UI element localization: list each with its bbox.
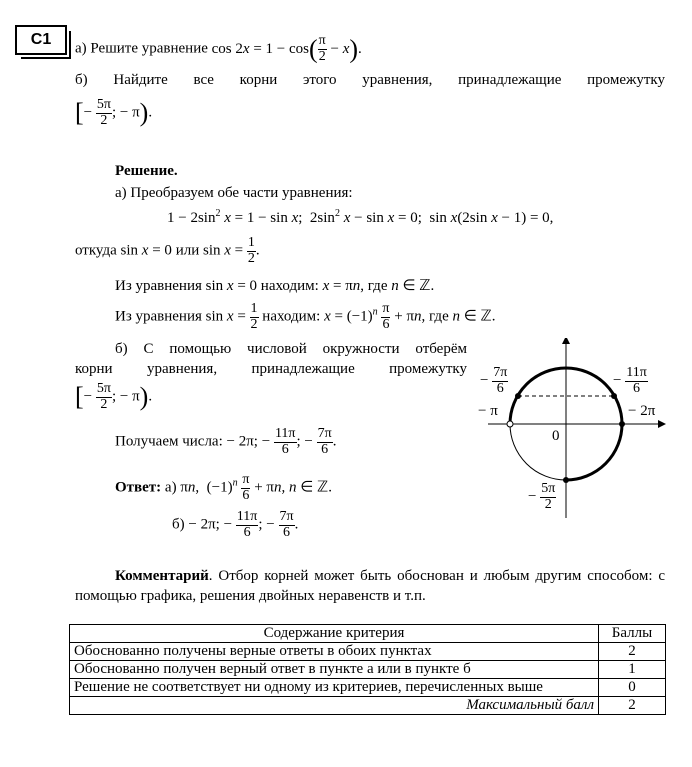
numbers-line: Получаем числа: − 2π; − $\frac{11\pi}{6}$ ; − $\frac{7\pi}{6}$ . xyxy=(115,426,337,457)
label-minus-pi: − π xyxy=(478,403,498,419)
whence-line: откуда sin x = 0 или sin x = $\frac{1}{2}$ . xyxy=(75,235,260,266)
answer-a: Ответ: а) πn, $(-1)^n$ $\frac{\pi}{6}$ + πn, n ∈ ℤ. xyxy=(115,472,332,503)
max-label: Максимальный балл xyxy=(70,697,599,715)
point-2pi xyxy=(619,421,625,427)
criterion-points: 1 xyxy=(599,661,666,679)
table-row xyxy=(70,661,666,679)
point-pi-open xyxy=(507,421,513,427)
label-zero: 0 xyxy=(552,428,560,444)
criterion-points: 2 xyxy=(599,643,666,661)
task-a: а) Решите уравнение cos 2x = 1 − cos( $\frac{\pi}{2}$ − x). xyxy=(75,33,362,64)
solution-a-intro: а) Преобразуем обе части уравнения: xyxy=(115,185,353,201)
table-row xyxy=(70,679,666,697)
task-number-badge: С1 xyxy=(15,25,67,55)
label-5pi2: − $\frac{5\pi}{2}$ xyxy=(528,481,556,512)
table-header-row xyxy=(70,625,666,643)
equation-transform: $1 - 2\sin^2$ x = 1 − sin x; $2\sin^2$ x − sin x = 0; sin x(2sin x − 1) = 0, xyxy=(167,208,554,226)
criterion-text: Обоснованно получен верный ответ в пункте а или в пункте б xyxy=(70,661,599,679)
table-max-row xyxy=(70,697,666,715)
solution-b-intro-2: корни уравнения, принадлежащие промежутку xyxy=(75,361,467,377)
criterion-text: Решение не соответствует ни одному из критериев, перечисленных выше xyxy=(70,679,599,697)
solution-heading: Решение. xyxy=(115,163,178,179)
criterion-text: Обоснованно получены верные ответы в обоих пунктах xyxy=(70,643,599,661)
point-7pi6 xyxy=(515,393,521,399)
criteria-table xyxy=(69,624,666,715)
answer-b: б) − 2π; − $\frac{11\pi}{6}$ ; − $\frac{7\pi}{6}$ . xyxy=(172,509,299,540)
point-5pi2 xyxy=(563,477,569,483)
criterion-points: 0 xyxy=(599,679,666,697)
task-b: б) Найдите все корни этого уравнения, принадлежащие промежутку xyxy=(75,72,665,88)
max-points: 2 xyxy=(599,697,666,715)
solution-b-intro-1: б) С помощью числовой окружности отберём xyxy=(115,341,467,357)
header-criterion: Содержание критерия xyxy=(70,625,599,643)
label-minus-2pi: − 2π xyxy=(628,403,656,419)
case-1: Из уравнения sin x = 0 находим: x = πn, где n ∈ ℤ. xyxy=(115,278,435,294)
header-points: Баллы xyxy=(599,625,666,643)
task-b-interval: [− $\frac{5\pi}{2}$ ; − π). xyxy=(75,97,153,128)
case-2: Из уравнения sin x = $\frac{1}{2}$ находим: $x = (-1)^n$ $\frac{\pi}{6}$ + πn, где n ∈ ℤ. xyxy=(115,301,496,332)
solution-b-interval: [− $\frac{5\pi}{2}$ ; − π). xyxy=(75,381,153,412)
table-row xyxy=(70,643,666,661)
label-11pi6: − $\frac{11\pi}{6}$ xyxy=(613,365,647,396)
label-7pi6: − $\frac{7\pi}{6}$ xyxy=(480,365,508,396)
comment: Комментарий. Отбор корней может быть обоснован и любым другим способом: с помощью графика, решения двойных неравенств и т.п. xyxy=(75,568,665,604)
